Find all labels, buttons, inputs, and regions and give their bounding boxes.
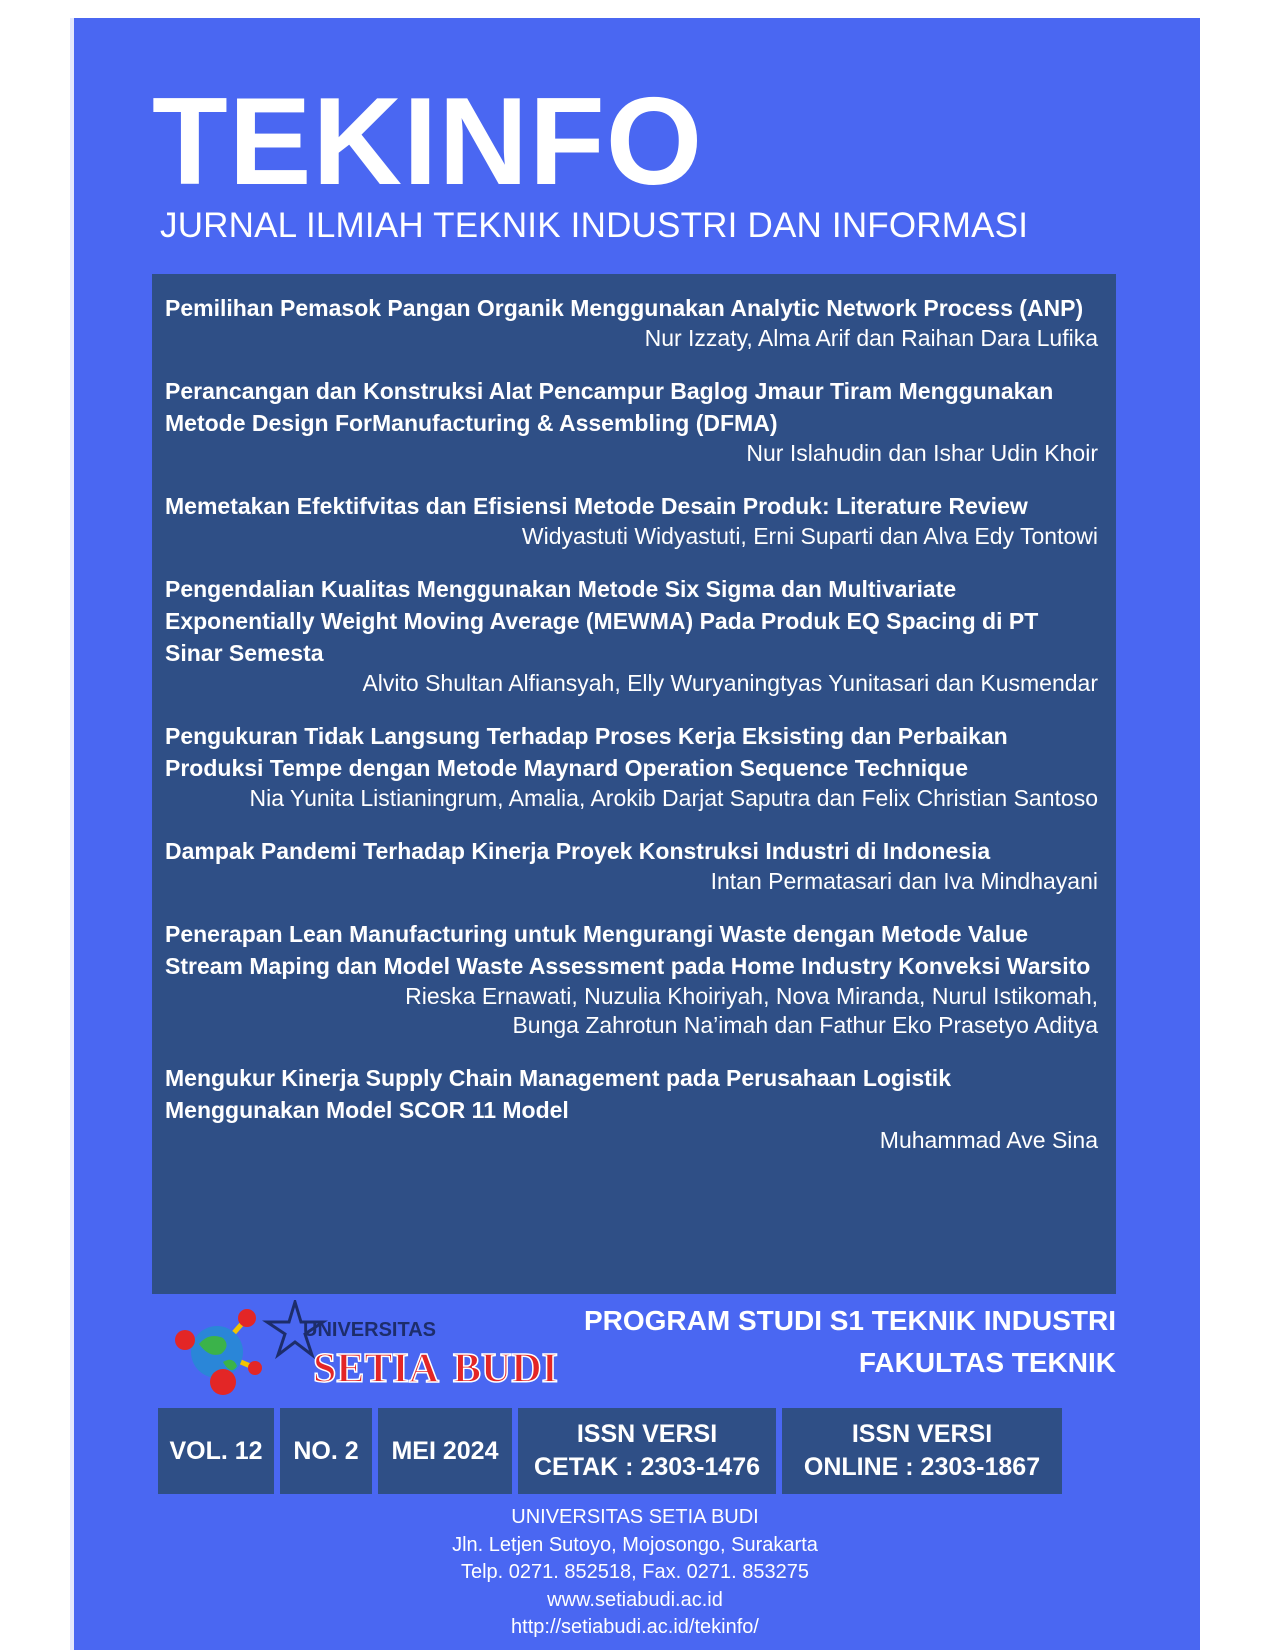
number-box [280, 1408, 372, 1494]
article-authors: Muhammad Ave Sina [879, 1127, 1098, 1153]
table-of-contents [152, 274, 1116, 1294]
article-title: Pemilihan Pemasok Pangan Organik Menggunakan Analytic Network Process (ANP) [165, 295, 1084, 321]
volume-label: VOL. 12 [169, 1436, 263, 1465]
logo-setia-text: SETIA [313, 1346, 440, 1392]
publisher-street: Jln. Letjen Sutoyo, Mojosongo, Surakarta [452, 1533, 818, 1556]
article-authors: Nia Yunita Listianingrum, Amalia, Arokib Darjat Saputra dan Felix Christian Santoso [249, 785, 1098, 811]
article-title: Dampak Pandemi Terhadap Kinerja Proyek Konstruksi Industri di Indonesia [165, 838, 991, 864]
article-entry [165, 835, 1098, 896]
number-label: NO. 2 [293, 1436, 359, 1465]
article-title: Pengendalian Kualitas Menggunakan Metode Six Sigma dan Multivariate Exponentially Weight Moving Average (MEWMA) Pada Produk EQ Spacing di PT Sinar Semesta [165, 576, 1039, 666]
article-entry [165, 1062, 1098, 1155]
article-authors: Nur Izzaty, Alma Arif dan Raihan Dara Lufika [644, 325, 1098, 351]
article-authors: Rieska Ernawati, Nuzulia Khoiriyah, Nova Miranda, Nurul Istikomah, Bunga Zahrotun Na’imah dan Fathur Eko Prasetyo Aditya [405, 983, 1098, 1038]
issn-print-line2: CETAK : 2303-1476 [533, 1453, 761, 1481]
issn-online-line2: ONLINE : 2303-1867 [803, 1453, 1041, 1481]
article-entry [165, 490, 1098, 551]
issn-online-box [782, 1408, 1062, 1494]
logo-budi-text: BUDI [453, 1346, 559, 1392]
issn-print-box [518, 1408, 776, 1494]
article-title: Perancangan dan Konstruksi Alat Pencampur Baglog Jmaur Tiram Menggunakan Metode Design ForManufacturing & Assembling (DFMA) [165, 378, 1054, 436]
journal-url: http://setiabudi.ac.id/tekinfo/ [511, 1616, 759, 1638]
issn-print-line1: ISSN VERSI [576, 1420, 718, 1448]
volume-box [158, 1408, 274, 1494]
date-label: MEI 2024 [391, 1436, 499, 1465]
article-title: Memetakan Efektifvitas dan Efisiensi Metode Desain Produk: Literature Review [165, 493, 1028, 519]
university-logo [165, 1300, 585, 1400]
article-entry [165, 720, 1098, 813]
article-authors: Nur Islahudin dan Ishar Udin Khoir [746, 440, 1098, 466]
article-authors: Intan Permatasari dan Iva Mindhayani [710, 868, 1098, 894]
article-title: Mengukur Kinerja Supply Chain Management pada Perusahaan Logistik Menggunakan Model SCOR 11 Model [165, 1065, 951, 1123]
article-authors: Alvito Shultan Alfiansyah, Elly Wuryaningtyas Yunitasari dan Kusmendar [362, 670, 1098, 696]
journal-subtitle: JURNAL ILMIAH TEKNIK INDUSTRI DAN INFORMASI [160, 206, 1029, 245]
journal-title: TEKINFO [152, 73, 704, 211]
article-authors: Widyastuti Widyastuti, Erni Suparti dan Alva Edy Tontowi [521, 523, 1098, 549]
publisher-phone: Telp. 0271. 852518, Fax. 0271. 853275 [460, 1561, 810, 1583]
faculty-line: FAKULTAS TEKNIK [858, 1347, 1116, 1378]
cover-edge-line [70, 18, 74, 1650]
publisher-name: UNIVERSITAS SETIA BUDI [511, 1506, 759, 1528]
date-box [378, 1408, 512, 1494]
article-entry [165, 375, 1098, 468]
publisher-website: www.setiabudi.ac.id [547, 1588, 723, 1611]
program-line: PROGRAM STUDI S1 TEKNIK INDUSTRI [583, 1305, 1116, 1336]
issn-online-line1: ISSN VERSI [851, 1420, 993, 1448]
logo-top-text: UNIVERSITAS [303, 1319, 436, 1341]
molecule-icon [175, 1309, 262, 1395]
article-entry [165, 918, 1098, 1040]
program-info [584, 1300, 1116, 1384]
journal-cover [70, 18, 1200, 1650]
article-title: Penerapan Lean Manufacturing untuk Mengurangi Waste dengan Metode Value Stream Maping dan Model Waste Assessment pada Home Industry Konveksi Warsito [165, 921, 1091, 979]
article-entry [165, 292, 1098, 353]
article-title: Pengukuran Tidak Langsung Terhadap Proses Kerja Eksisting dan Perbaikan Produksi Tempe dengan Metode Maynard Operation Sequence Technique [165, 723, 1008, 781]
publisher-address [70, 1504, 1200, 1642]
article-entry [165, 573, 1098, 698]
